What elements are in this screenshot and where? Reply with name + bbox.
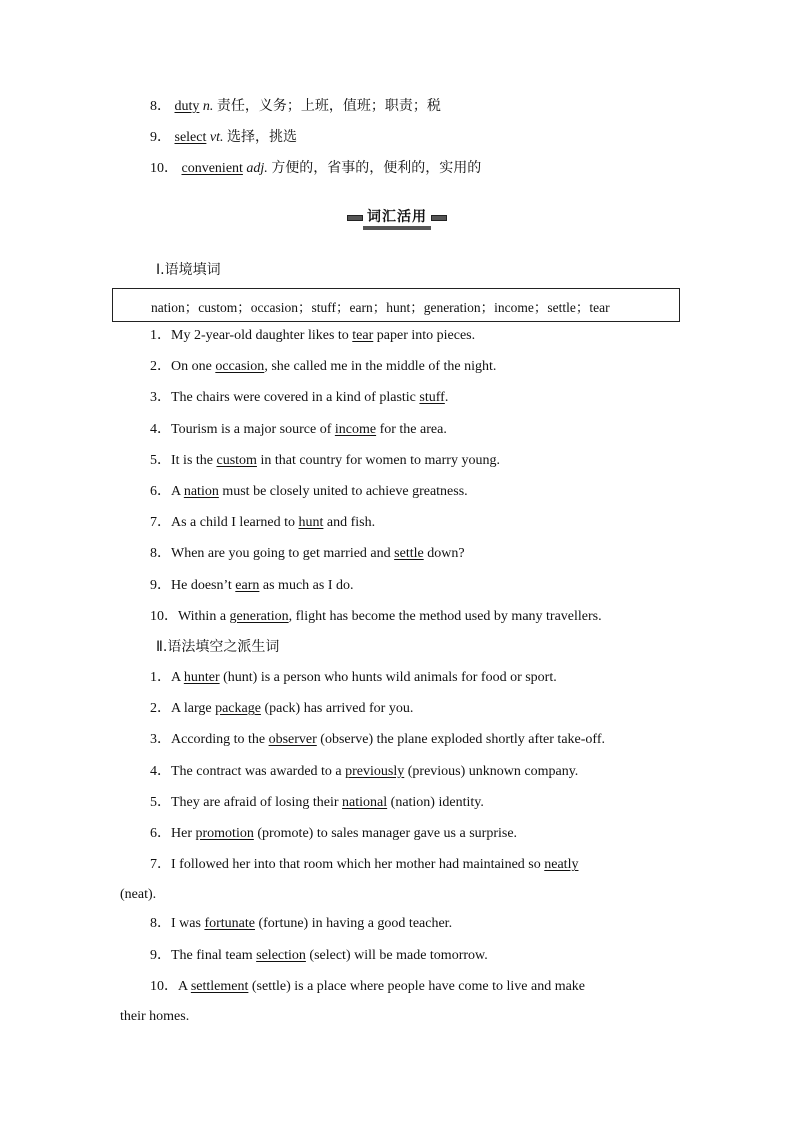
- sentence-text: He doesn’t: [171, 577, 236, 593]
- answer-blank: hunt: [298, 515, 324, 531]
- exercise-item: [150, 327, 475, 345]
- sentence-text: , she called me in the middle of the night.: [264, 359, 497, 375]
- part-of-speech: vt.: [209, 130, 224, 145]
- answer-blank: nation: [183, 484, 219, 499]
- sentence-text: Tourism is a major source of: [171, 421, 335, 437]
- sentence-text: in that country for women to marry young.: [256, 452, 500, 468]
- sentence-text: Her: [171, 826, 196, 841]
- exercise-item: [150, 483, 468, 501]
- item-number: 3．: [150, 390, 171, 406]
- answer-blank: income: [334, 421, 377, 437]
- sentence-text: On one: [171, 359, 216, 375]
- sentence-text: When are you going to get married and: [171, 546, 395, 562]
- item-number: 4．: [150, 763, 171, 779]
- sentence-continuation: (neat).: [120, 887, 157, 903]
- sentence-text: (observe) the plane exploded shortly after take-off.: [316, 732, 605, 748]
- banner-bar-right: [431, 215, 447, 221]
- answer-blank: custom: [216, 452, 257, 468]
- banner-bar-left: [347, 215, 363, 221]
- sentence-text: The final team: [171, 947, 257, 963]
- exercise-item: [150, 825, 517, 843]
- vocab-word: convenient: [181, 161, 243, 176]
- item-number: 9．: [150, 130, 171, 145]
- section-title: 词汇活用: [363, 206, 431, 230]
- sentence-text: (pack) has arrived for you.: [260, 701, 414, 717]
- vocab-meaning: 选择，挑选: [226, 129, 297, 145]
- exercise-item: [150, 608, 602, 626]
- sentence-text: A: [178, 978, 191, 994]
- vocab-meaning: 责任，义务；上班，值班；职责；税: [216, 98, 441, 114]
- item-number: 8．: [150, 546, 171, 562]
- item-number: 9．: [150, 577, 171, 593]
- item-number: 8．: [150, 99, 171, 114]
- sentence-text: According to the: [171, 732, 269, 748]
- item-number: 7．: [150, 857, 171, 873]
- sentence-text: I was: [171, 916, 205, 932]
- exercise-item: [150, 514, 375, 532]
- sentence-text: (fortune) in having a good teacher.: [254, 916, 453, 932]
- answer-blank: neatly: [544, 857, 579, 873]
- sentence-text: and fish.: [323, 515, 376, 531]
- item-number: 1．: [150, 670, 171, 685]
- exercise-item: [150, 947, 488, 965]
- sentence-text: (select) will be made tomorrow.: [305, 947, 488, 963]
- vocab-item: [150, 159, 481, 178]
- item-number: 10．: [150, 978, 178, 994]
- part1-heading: Ⅰ.语境填词: [156, 262, 221, 278]
- sentence-text: They are afraid of losing their: [171, 794, 343, 810]
- part-of-speech: adj.: [246, 161, 268, 176]
- answer-blank: package: [215, 701, 261, 717]
- item-number: 3．: [150, 732, 171, 748]
- sentence-text: My 2-year-old daughter likes to: [171, 328, 353, 343]
- item-number: 9．: [150, 947, 171, 963]
- answer-blank: fortunate: [204, 916, 255, 932]
- exercise-item: [150, 669, 557, 687]
- sentence-text: Within a: [178, 608, 230, 624]
- exercise-item: [150, 545, 465, 563]
- sentence-text: The contract was awarded to a: [171, 763, 346, 779]
- sentence-text: (previous) unknown company.: [404, 763, 579, 779]
- answer-blank: observer: [268, 732, 317, 748]
- exercise-item: [150, 389, 448, 407]
- answer-blank: hunter: [183, 670, 220, 685]
- exercise-item: [150, 856, 578, 874]
- word-bank: nation；custom；occasion；stuff；earn；hunt；generation；income；settle；tear: [151, 300, 610, 315]
- section-banner: [344, 208, 450, 228]
- vocab-word: select: [174, 130, 207, 145]
- answer-blank: stuff: [419, 390, 445, 406]
- sentence-text: It is the: [171, 452, 217, 468]
- sentence-text: (promote) to sales manager gave us a surprise.: [253, 826, 518, 841]
- sentence-text: as much as I do.: [259, 577, 354, 593]
- item-number: 7．: [150, 515, 171, 531]
- sentence-text: The chairs were covered in a kind of plastic: [171, 390, 420, 406]
- sentence-text: , flight has become the method used by many travellers.: [288, 608, 602, 624]
- item-number: 5．: [150, 794, 171, 810]
- answer-blank: generation: [229, 608, 289, 624]
- sentence-continuation: their homes.: [120, 1008, 190, 1024]
- answer-blank: settlement: [190, 978, 249, 994]
- exercise-item: [150, 577, 353, 595]
- vocab-word: duty: [174, 99, 200, 114]
- part2-heading: Ⅱ.语法填空之派生词: [156, 639, 280, 655]
- item-number: 10．: [150, 608, 178, 624]
- sentence-text: A large: [171, 701, 216, 717]
- vocab-meaning: 方便的，省事的，便利的，实用的: [271, 160, 482, 176]
- item-number: 4．: [150, 421, 171, 437]
- item-number: 10．: [150, 161, 178, 176]
- exercise-item: [150, 452, 500, 470]
- item-number: 2．: [150, 701, 171, 717]
- exercise-item: [150, 421, 447, 439]
- sentence-text: must be closely united to achieve greatness.: [218, 484, 468, 499]
- answer-blank: settle: [394, 546, 424, 562]
- sentence-text: (settle) is a place where people have come to live and make: [248, 978, 586, 994]
- word-bank-box: [112, 288, 680, 322]
- answer-blank: previously: [345, 763, 405, 779]
- item-number: 2．: [150, 359, 171, 375]
- exercise-item: [150, 978, 585, 996]
- vocab-item: [150, 97, 441, 116]
- sentence-text: (nation) identity.: [387, 794, 484, 810]
- item-number: 6．: [150, 826, 171, 841]
- item-number: 8．: [150, 916, 171, 932]
- answer-blank: occasion: [215, 359, 265, 375]
- sentence-text: paper into pieces.: [373, 328, 476, 343]
- sentence-text: A: [171, 484, 184, 499]
- item-number: 6．: [150, 484, 171, 499]
- exercise-item: [150, 358, 496, 376]
- sentence-text: for the area.: [376, 421, 447, 437]
- exercise-item: [150, 763, 578, 781]
- answer-blank: promotion: [195, 826, 254, 841]
- sentence-text: (hunt) is a person who hunts wild animals for food or sport.: [219, 670, 557, 685]
- answer-blank: national: [342, 794, 388, 810]
- exercise-item: [150, 915, 452, 933]
- item-number: 5．: [150, 452, 171, 468]
- answer-blank: earn: [235, 577, 260, 593]
- exercise-item: [150, 794, 484, 812]
- sentence-text: down?: [423, 546, 465, 562]
- vocab-item: [150, 128, 297, 147]
- answer-blank: selection: [256, 947, 306, 963]
- item-number: 1．: [150, 328, 171, 343]
- sentence-text: I followed her into that room which her mother had maintained so: [171, 857, 545, 873]
- sentence-text: As a child I learned to: [171, 515, 299, 531]
- part-of-speech: n.: [202, 99, 214, 114]
- sentence-text: A: [171, 670, 184, 685]
- exercise-item: [150, 700, 413, 718]
- sentence-text: .: [444, 390, 449, 406]
- exercise-item: [150, 731, 605, 749]
- answer-blank: tear: [352, 328, 374, 343]
